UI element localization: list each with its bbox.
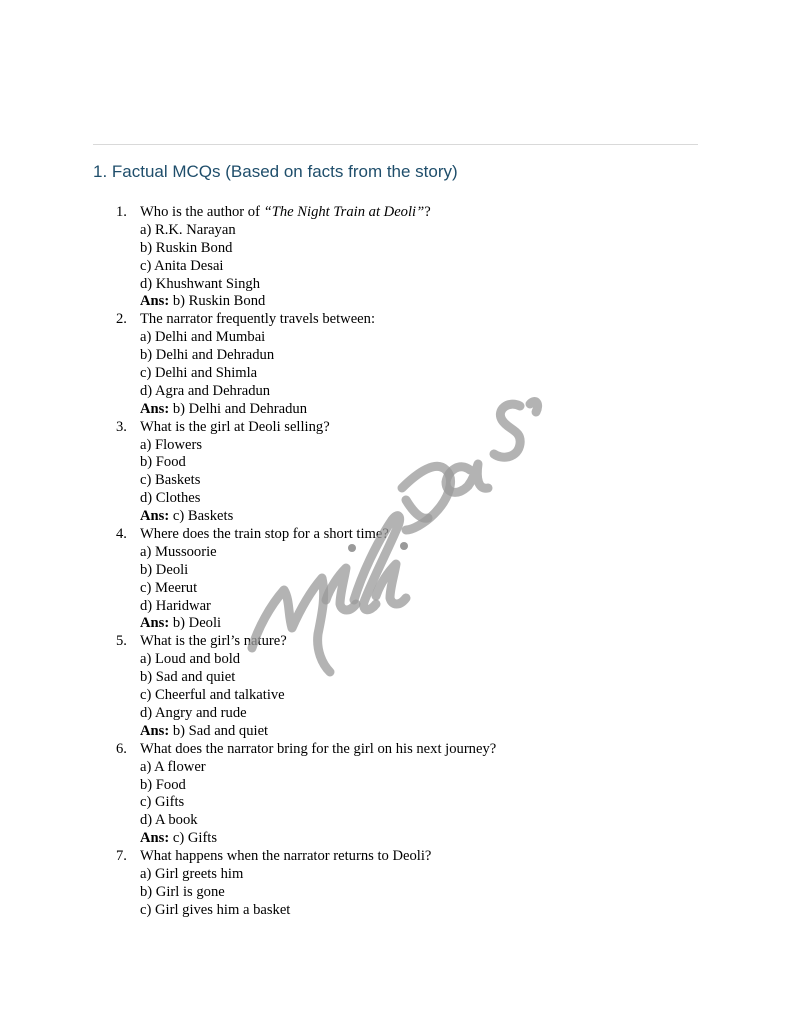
answer-line — [0, 723, 791, 741]
question-1 — [0, 204, 791, 311]
option-b: b) Food — [140, 454, 186, 471]
option-a: a) Flowers — [140, 436, 203, 453]
option-b: b) Sad and quiet — [140, 669, 236, 686]
answer-label: Ans: — [140, 400, 170, 417]
answer-line — [0, 615, 791, 633]
question-number: 6. — [116, 740, 127, 757]
option-b: b) Food — [140, 776, 186, 793]
option-d: d) Clothes — [140, 490, 201, 507]
question-3 — [0, 419, 791, 526]
answer-line — [0, 508, 791, 526]
question-text: What is the girl at Deoli selling? — [140, 418, 330, 435]
answer-value: b) Sad and quiet — [172, 722, 269, 739]
option-b: b) Delhi and Dehradun — [140, 347, 275, 364]
option-b: b) Girl is gone — [140, 883, 225, 900]
question-text: What does the narrator bring for the girl on his next journey? — [140, 740, 497, 757]
answer-value: b) Ruskin Bond — [172, 293, 266, 310]
question-list — [0, 204, 791, 920]
answer-label: Ans: — [140, 830, 170, 847]
question-2 — [0, 311, 791, 418]
option-a: a) Loud and bold — [140, 651, 241, 668]
story-title: “The Night Train at Deoli” — [263, 204, 425, 220]
option-a: a) A flower — [140, 758, 206, 775]
answer-label: Ans: — [140, 293, 170, 310]
question-number: 7. — [116, 848, 127, 865]
option-c: c) Girl gives him a basket — [140, 901, 291, 918]
answer-line — [0, 293, 791, 311]
option-d: d) Khushwant Singh — [140, 275, 260, 292]
question-number: 3. — [116, 418, 127, 435]
answer-label: Ans: — [140, 615, 170, 632]
answer-label: Ans: — [140, 508, 170, 525]
option-c: c) Anita Desai — [140, 257, 224, 274]
option-a: a) Delhi and Mumbai — [140, 329, 266, 346]
option-c: c) Gifts — [140, 794, 185, 811]
option-a: a) R.K. Narayan — [140, 221, 236, 238]
option-a: a) Girl greets him — [140, 865, 244, 882]
option-d: d) Angry and rude — [140, 704, 247, 721]
answer-value: c) Baskets — [172, 508, 234, 525]
option-a: a) Mussoorie — [140, 543, 217, 560]
question-6 — [0, 741, 791, 848]
question-number: 4. — [116, 526, 127, 543]
answer-value: b) Deoli — [172, 615, 222, 632]
header-divider — [93, 144, 698, 145]
option-b: b) Ruskin Bond — [140, 239, 233, 256]
question-7 — [0, 848, 791, 920]
question-number: 1. — [116, 204, 127, 220]
answer-value: c) Gifts — [172, 830, 218, 847]
question-5 — [0, 633, 791, 740]
question-text: Who is the author of “The Night Train at Deoli”? — [140, 204, 431, 220]
answer-label: Ans: — [140, 722, 170, 739]
question-4 — [0, 526, 791, 633]
option-c: c) Baskets — [140, 472, 201, 489]
option-d: d) Haridwar — [140, 597, 211, 614]
question-text: Where does the train stop for a short time? — [140, 526, 389, 543]
answer-line — [0, 830, 791, 848]
option-d: d) Agra and Dehradun — [140, 382, 271, 399]
option-d: d) A book — [140, 812, 198, 829]
question-number: 5. — [116, 633, 127, 650]
option-b: b) Deoli — [140, 561, 189, 578]
question-number: 2. — [116, 311, 127, 328]
answer-value: b) Delhi and Dehradun — [172, 400, 307, 417]
option-c: c) Delhi and Shimla — [140, 365, 258, 382]
answer-line — [0, 401, 791, 419]
option-c: c) Meerut — [140, 579, 198, 596]
question-text: The narrator frequently travels between: — [140, 311, 376, 328]
question-text: What happens when the narrator returns to Deoli? — [140, 848, 432, 865]
section-heading: 1. Factual MCQs (Based on facts from the story) — [93, 162, 458, 181]
option-c: c) Cheerful and talkative — [140, 687, 285, 704]
question-text: What is the girl’s nature? — [140, 633, 287, 650]
